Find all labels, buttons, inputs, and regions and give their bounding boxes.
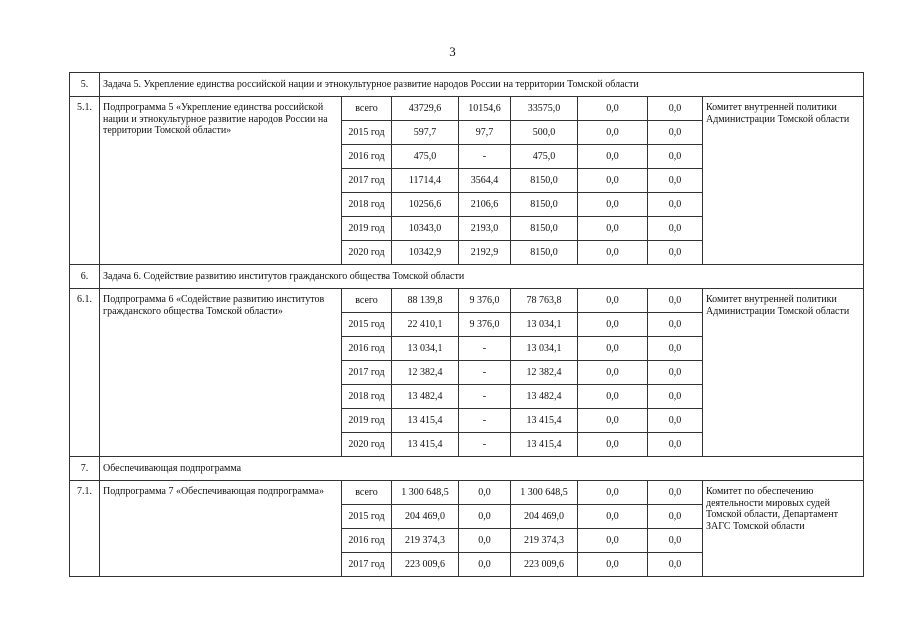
funding-cell: 0,0 [648, 241, 703, 265]
funding-cell: - [459, 433, 511, 457]
period-cell: 2018 год [342, 385, 392, 409]
period-cell: 2019 год [342, 409, 392, 433]
funding-cell: 3564,4 [459, 169, 511, 193]
funding-cell: 0,0 [578, 529, 648, 553]
section-number: 7. [70, 457, 100, 481]
funding-cell: 0,0 [578, 433, 648, 457]
period-cell: 2016 год [342, 337, 392, 361]
funding-cell: 0,0 [578, 145, 648, 169]
funding-cell: 0,0 [648, 97, 703, 121]
funding-cell: 0,0 [578, 409, 648, 433]
funding-cell: 8150,0 [511, 217, 578, 241]
funding-cell: 1 300 648,5 [511, 481, 578, 505]
funding-cell: 475,0 [511, 145, 578, 169]
funding-cell: 8150,0 [511, 193, 578, 217]
total-cell: 10343,0 [392, 217, 459, 241]
period-cell: 2015 год [342, 313, 392, 337]
subprogram-number: 6.1. [70, 289, 100, 457]
funding-cell: 97,7 [459, 121, 511, 145]
period-cell: 2017 год [342, 361, 392, 385]
funding-cell: 0,0 [648, 145, 703, 169]
period-cell: 2015 год [342, 505, 392, 529]
funding-cell: 0,0 [578, 121, 648, 145]
funding-cell: 223 009,6 [511, 553, 578, 577]
table-body [70, 73, 864, 577]
funding-cell: 13 415,4 [511, 433, 578, 457]
subprogram-name: Подпрограмма 5 «Укрепление единства российской нации и этнокультурное развитие народов России на территории Томской области» [100, 97, 342, 265]
funding-cell: 12 382,4 [511, 361, 578, 385]
table-row [70, 97, 864, 121]
funding-cell: 0,0 [648, 289, 703, 313]
subprogram-number: 7.1. [70, 481, 100, 577]
funding-cell: 13 415,4 [511, 409, 578, 433]
funding-cell: - [459, 337, 511, 361]
total-cell: 13 415,4 [392, 433, 459, 457]
period-cell: 2020 год [342, 241, 392, 265]
funding-cell: 0,0 [648, 361, 703, 385]
funding-cell: 500,0 [511, 121, 578, 145]
total-cell: 219 374,3 [392, 529, 459, 553]
section-number: 6. [70, 265, 100, 289]
funding-cell: 0,0 [648, 217, 703, 241]
section-title: Задача 6. Содействие развитию институтов гражданского общества Томской области [100, 265, 864, 289]
funding-cell: 0,0 [648, 337, 703, 361]
funding-cell: 0,0 [648, 169, 703, 193]
total-cell: 13 034,1 [392, 337, 459, 361]
funding-cell: 0,0 [578, 217, 648, 241]
period-cell: всего [342, 481, 392, 505]
period-cell: всего [342, 289, 392, 313]
section-title: Обеспечивающая подпрограмма [100, 457, 864, 481]
section-row [70, 73, 864, 97]
funding-cell: 0,0 [578, 385, 648, 409]
funding-cell: 0,0 [578, 241, 648, 265]
funding-cell: 13 034,1 [511, 313, 578, 337]
period-cell: 2018 год [342, 193, 392, 217]
budget-table [69, 72, 864, 577]
funding-cell: 0,0 [648, 385, 703, 409]
funding-cell: 0,0 [578, 313, 648, 337]
period-cell: 2015 год [342, 121, 392, 145]
section-row [70, 265, 864, 289]
funding-cell: 0,0 [648, 433, 703, 457]
funding-cell: 13 482,4 [511, 385, 578, 409]
executor-cell: Комитет внутренней политики Администрации Томской области [703, 97, 864, 265]
section-row [70, 457, 864, 481]
period-cell: 2017 год [342, 169, 392, 193]
table-row [70, 289, 864, 313]
funding-cell: 0,0 [648, 505, 703, 529]
funding-cell: 0,0 [578, 193, 648, 217]
funding-cell: 0,0 [648, 481, 703, 505]
funding-cell: 78 763,8 [511, 289, 578, 313]
funding-cell: 2192,9 [459, 241, 511, 265]
funding-cell: 0,0 [648, 553, 703, 577]
table-row [70, 481, 864, 505]
total-cell: 12 382,4 [392, 361, 459, 385]
funding-cell: 0,0 [459, 505, 511, 529]
total-cell: 1 300 648,5 [392, 481, 459, 505]
funding-cell: 0,0 [578, 169, 648, 193]
executor-cell: Комитет по обеспечению деятельности мировых судей Томской области, Департамент ЗАГС Томской области [703, 481, 864, 577]
funding-cell: 0,0 [459, 553, 511, 577]
funding-cell: 0,0 [578, 97, 648, 121]
funding-cell: 8150,0 [511, 169, 578, 193]
period-cell: 2020 год [342, 433, 392, 457]
funding-cell: 219 374,3 [511, 529, 578, 553]
section-number: 5. [70, 73, 100, 97]
funding-cell: - [459, 409, 511, 433]
funding-cell: 0,0 [648, 193, 703, 217]
total-cell: 13 482,4 [392, 385, 459, 409]
total-cell: 475,0 [392, 145, 459, 169]
total-cell: 13 415,4 [392, 409, 459, 433]
period-cell: 2016 год [342, 145, 392, 169]
funding-cell: 33575,0 [511, 97, 578, 121]
funding-cell: 0,0 [648, 121, 703, 145]
section-title: Задача 5. Укрепление единства российской нации и этнокультурное развитие народов России на территории Томской области [100, 73, 864, 97]
funding-cell: 2193,0 [459, 217, 511, 241]
period-cell: всего [342, 97, 392, 121]
subprogram-number: 5.1. [70, 97, 100, 265]
total-cell: 10256,6 [392, 193, 459, 217]
subprogram-name: Подпрограмма 7 «Обеспечивающая подпрограмма» [100, 481, 342, 577]
funding-cell: 9 376,0 [459, 289, 511, 313]
total-cell: 88 139,8 [392, 289, 459, 313]
total-cell: 22 410,1 [392, 313, 459, 337]
funding-cell: - [459, 385, 511, 409]
funding-cell: 0,0 [578, 337, 648, 361]
funding-cell: 0,0 [648, 313, 703, 337]
funding-cell: 9 376,0 [459, 313, 511, 337]
funding-cell: 204 469,0 [511, 505, 578, 529]
total-cell: 43729,6 [392, 97, 459, 121]
funding-cell: 0,0 [648, 409, 703, 433]
funding-cell: 0,0 [578, 289, 648, 313]
funding-cell: 0,0 [578, 361, 648, 385]
funding-cell: 0,0 [648, 529, 703, 553]
total-cell: 11714,4 [392, 169, 459, 193]
funding-cell: - [459, 361, 511, 385]
total-cell: 597,7 [392, 121, 459, 145]
funding-cell: 0,0 [578, 505, 648, 529]
subprogram-name: Подпрограмма 6 «Содействие развитию институтов гражданского общества Томской области» [100, 289, 342, 457]
funding-cell: 0,0 [459, 481, 511, 505]
funding-cell: 8150,0 [511, 241, 578, 265]
period-cell: 2019 год [342, 217, 392, 241]
funding-cell: 0,0 [578, 553, 648, 577]
funding-cell: 2106,6 [459, 193, 511, 217]
period-cell: 2017 год [342, 553, 392, 577]
total-cell: 204 469,0 [392, 505, 459, 529]
total-cell: 10342,9 [392, 241, 459, 265]
funding-cell: 13 034,1 [511, 337, 578, 361]
funding-cell: 0,0 [578, 481, 648, 505]
funding-cell: 10154,6 [459, 97, 511, 121]
executor-cell: Комитет внутренней политики Администрации Томской области [703, 289, 864, 457]
period-cell: 2016 год [342, 529, 392, 553]
funding-cell: 0,0 [459, 529, 511, 553]
total-cell: 223 009,6 [392, 553, 459, 577]
page-number: 3 [449, 44, 456, 59]
funding-cell: - [459, 145, 511, 169]
